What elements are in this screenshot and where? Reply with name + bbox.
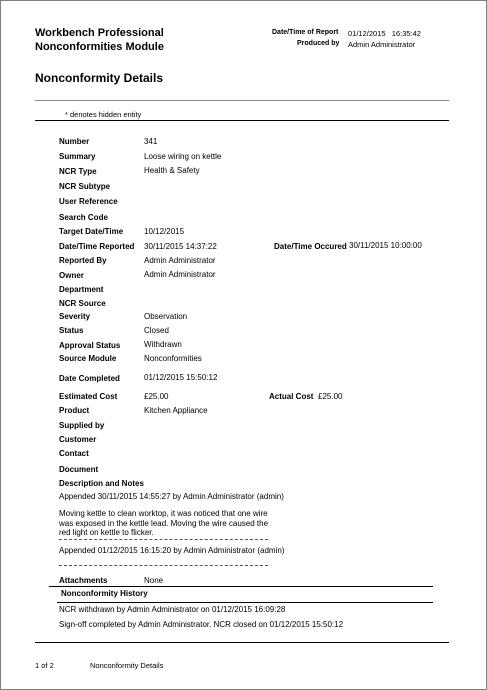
actual-cost-label: Actual Cost <box>269 392 314 401</box>
summary-value: Loose wiring on kettle <box>144 152 222 161</box>
footer-divider <box>35 642 449 643</box>
department-label: Department <box>59 285 104 294</box>
approval-status-label: Approval Status <box>59 341 121 350</box>
approval-status-value: Withdrawn <box>144 340 182 349</box>
history-entry: NCR withdrawn by Admin Administrator on 01/12/2015 16:09:28 <box>59 605 286 614</box>
ncr-type-label: NCR Type <box>59 167 97 176</box>
datetime-occured-label: Date/Time Occured <box>274 242 347 251</box>
severity-label: Severity <box>59 312 91 321</box>
produced-by-label: Produced by <box>297 40 340 47</box>
note-entry-1-header: Appended 30/11/2015 14:55:27 by Admin Administrator (admin) <box>59 492 284 501</box>
status-value: Closed <box>144 326 169 335</box>
contact-label: Contact <box>59 449 89 458</box>
note-divider <box>35 120 449 121</box>
description-notes-label: Description and Notes <box>59 479 144 488</box>
footer-page-number: 1 of 2 <box>35 661 54 670</box>
title-divider <box>35 100 449 101</box>
report-datetime-label: Date/Time of Report <box>272 29 339 36</box>
date-completed-value: 01/12/2015 15:50:12 <box>144 373 218 382</box>
customer-label: Customer <box>59 435 97 444</box>
reported-by-value: Admin Administrator <box>144 256 216 265</box>
note-entry-1-body: Moving kettle to clean worktop, it was noticed that one wire was exposed in the kettle lead. Moving the wire caused the red light on kettle to flicker. <box>59 509 269 537</box>
product-label: Product <box>59 406 90 415</box>
supplied-by-label: Supplied by <box>59 421 105 430</box>
ncr-subtype-label: NCR Subtype <box>59 182 111 191</box>
produced-by-value: Admin Administrator <box>348 40 416 49</box>
history-divider <box>57 602 433 603</box>
hidden-entity-note: * denotes hidden entity <box>65 110 142 119</box>
ncr-type-value: Health & Safety <box>144 166 200 175</box>
datetime-reported-value: 30/11/2015 14:37:22 <box>144 242 217 251</box>
note-separator <box>59 539 268 540</box>
status-label: Status <box>59 326 84 335</box>
target-datetime-value: 10/12/2015 <box>144 227 185 236</box>
number-value: 341 <box>144 137 158 146</box>
owner-label: Owner <box>59 271 84 280</box>
history-entry: Sign-off completed by Admin Administrator. NCR closed on 01/12/2015 15:50:12 <box>59 620 344 629</box>
owner-value: Admin Administrator <box>144 270 216 279</box>
attachments-divider <box>49 586 433 587</box>
user-reference-label: User Reference <box>59 197 118 206</box>
reported-by-label: Reported By <box>59 256 107 265</box>
attachments-value: None <box>144 576 164 585</box>
search-code-label: Search Code <box>59 213 108 222</box>
app-title-line2: Nonconformities Module <box>35 41 164 53</box>
history-title: Nonconformity History <box>61 589 148 598</box>
note-separator-end <box>59 565 268 566</box>
app-title-line1: Workbench Professional <box>35 27 164 39</box>
estimated-cost-label: Estimated Cost <box>59 392 118 401</box>
source-module-label: Source Module <box>59 354 117 363</box>
source-module-value: Nonconformities <box>144 354 202 363</box>
severity-value: Observation <box>144 312 188 321</box>
document-label: Document <box>59 465 99 474</box>
page-title: Nonconformity Details <box>35 71 164 85</box>
date-completed-label: Date Completed <box>59 374 120 383</box>
product-value: Kitchen Appliance <box>144 406 208 415</box>
actual-cost-value: £25.00 <box>318 392 343 401</box>
footer-label: Nonconformity Details <box>90 661 164 670</box>
number-label: Number <box>59 137 90 146</box>
estimated-cost-value: £25.00 <box>144 392 169 401</box>
attachments-label: Attachments <box>59 576 108 585</box>
summary-label: Summary <box>59 152 96 161</box>
datetime-occured-value: 30/11/2015 10:00:00 <box>349 241 422 250</box>
datetime-reported-label: Date/Time Reported <box>59 242 135 251</box>
ncr-source-label: NCR Source <box>59 299 106 308</box>
target-datetime-label: Target Date/Time <box>59 227 124 236</box>
report-datetime-value: 01/12/2015 16:35:42 <box>348 29 421 38</box>
note-entry-2-header: Appended 01/12/2015 16:15:20 by Admin Administrator (admin) <box>59 546 285 555</box>
